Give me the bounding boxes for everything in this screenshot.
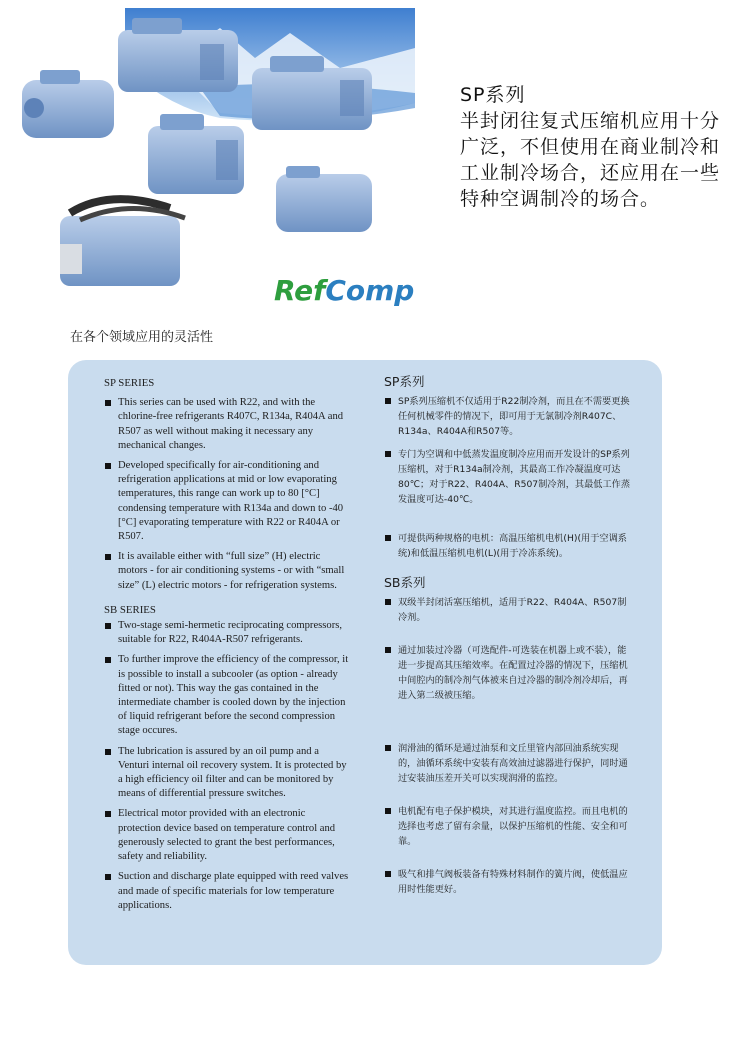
list-item: Suction and discharge plate equipped with reed valves and made of specific materials for low temperature applications. <box>104 870 350 913</box>
compressor-1 <box>22 70 114 138</box>
list-item: 润滑油的循环是通过油泵和文丘里管内部回油系统实现的，油循环系统中安装有高效油过滤器进行保护，同时通过安装油压差开关可以实现润滑的监控。 <box>384 741 632 786</box>
headline-series: SP系列 <box>460 84 526 106</box>
list-item: To further improve the efficiency of the compressor, it is possible to install a subcooler (as option - already fitted or not). This way the gas contained in the intermediate chamber is cooled down by the injection of liquid refrigerant before the second compression stage occures. <box>104 653 350 738</box>
list-item: Two-stage semi-hermetic reciprocating compressors, suitable for R22, R404A-R507 refrigerants. <box>104 619 350 647</box>
section-title: 在各个领域应用的灵活性 <box>70 330 214 345</box>
headline-body: 半封闭往复式压缩机应用十分广泛，不但使用在商业制冷和工业制冷场合，还应用在一些特种空调制冷的场合。 <box>460 110 721 210</box>
list-item: Electrical motor provided with an electronic protection device based on temperature control and generously selected to grant the best performances, safety and reliability. <box>104 807 350 864</box>
list-item: 吸气和排气阀板装备有特殊材料制作的簧片阀，使低温应用时性能更好。 <box>384 867 632 897</box>
list-item: This series can be used with R22, and with the chlorine-free refrigerants R407C, R134a, R404A and R507 as well without making it necessary any mechanical changes. <box>104 396 350 453</box>
sp-series-heading-cn: SP系列 <box>384 374 425 389</box>
list-item: 通过加装过冷器（可选配件-可选装在机器上或不装），能进一步提高其压缩效率。在配置过冷器的情况下，压缩机中间腔内的制冷剂气体被来自过冷器的制冷剂冷却后，再进入第二级被压缩。 <box>384 643 632 703</box>
sb-series-heading-en: SB SERIES <box>104 603 156 616</box>
list-item: It is available either with “full size” (H) electric motors - for air conditioning systems - or with “small size” (L) electric motors - for refrigeration systems. <box>104 550 350 593</box>
list-item: 双级半封闭活塞压缩机，适用于R22、R404A、R507制冷剂。 <box>384 595 632 625</box>
compressor-4 <box>148 114 244 194</box>
chinese-column <box>384 374 632 897</box>
list-item: 电机配有电子保护模块，对其进行温度监控。而且电机的选择也考虑了留有余量，以保护压缩机的性能、安全和可靠。 <box>384 804 632 849</box>
compressor-6 <box>60 199 185 286</box>
sp-series-heading-en: SP SERIES <box>104 377 155 389</box>
info-panel <box>68 360 662 965</box>
list-item: 专门为空调和中低蒸发温度制冷应用而开发设计的SP系列压缩机，对于R134a制冷剂，其最高工作冷凝温度可达80℃；对于R22、R404A、R507制冷剂，其最低工作蒸发温度可达-40℃。 <box>384 447 632 507</box>
list-item: 可提供两种规格的电机：高温压缩机电机(H)(用于空调系统)和低温压缩机电机(L)(用于冷冻系统)。 <box>384 531 632 561</box>
english-column <box>104 376 350 919</box>
compressor-product-image <box>20 8 420 308</box>
list-item: Developed specifically for air-conditioning and refrigeration applications at mid or low evaporating temperatures, this range can work up to 80 [°C] condensing temperature with R134a and down to -40 [°C] evaporating temperature with R22 or R404A or R507. <box>104 459 350 544</box>
sp-list-en <box>104 396 350 593</box>
list-item: SP系列压缩机不仅适用于R22制冷剂，而且在不需要更换任何机械零件的情况下，即可用于无氯制冷剂R407C、R134a、R404A和R507等。 <box>384 394 632 439</box>
headline <box>460 82 720 212</box>
sb-series-heading-cn: SB系列 <box>384 575 426 590</box>
list-item: The lubrication is assured by an oil pump and a Venturi internal oil recovery system. It is protected by a high efficiency oil filter and can be monitored by means of differential pressure switches. <box>104 745 350 802</box>
compressor-5 <box>276 166 372 232</box>
sp-list-cn <box>384 394 632 561</box>
sb-list-cn <box>384 595 632 897</box>
refcomp-logo: RefComp <box>274 274 415 307</box>
sb-list-en <box>104 619 350 913</box>
